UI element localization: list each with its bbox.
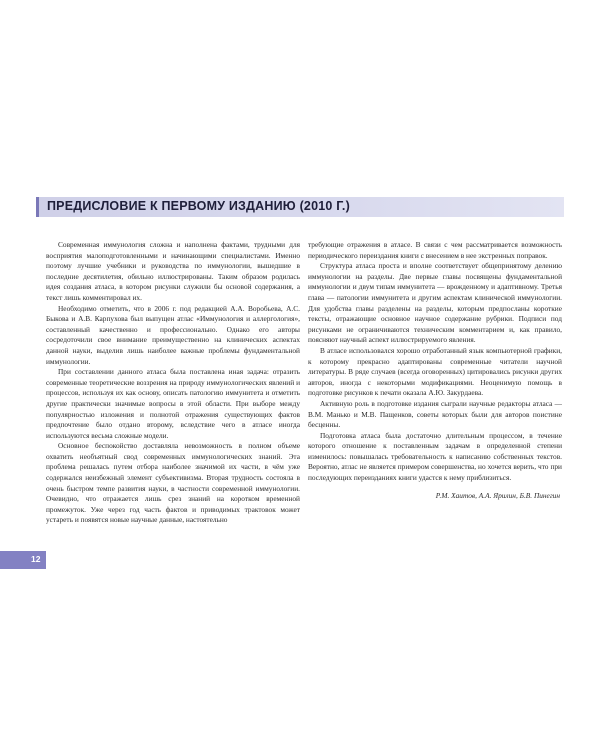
paragraph: Структура атласа проста и вполне соответствует общепринятому делению иммунологии на разделы. Две первые главы посвящены фундаментальной иммунологии и двум типам иммунитета — врожденному и адаптивному. Третья глава — патологии иммунитета и другим аспектам клинической иммунологии. Для удобства главы разделены на разделы, которым предпосланы короткие тексты, отражающие основное научное содержание рубрики. Подписи под рисунками не ограничиваются техническим комментарием и, как правило, поясняют научный аспект иллюстрируемого явления. [308,261,562,345]
section-header [36,197,564,217]
left-column [46,240,300,526]
page-number-tab [0,551,46,569]
author-signature: Р.М. Хаитов, А.А. Ярилин, Б.В. Пинегин [435,490,560,500]
section-title: ПРЕДИСЛОВИЕ К ПЕРВОМУ ИЗДАНИЮ (2010 Г.) [47,199,350,213]
paragraph: требующие отражения в атласе. В связи с чем рассматривается возможность периодического переиздания книги с внесением в нее экстренных поправок. [308,240,562,260]
paragraph: В атласе использовался хорошо отработанный язык компьютерной графики, к которому прекрасно адаптированы современные читатели научной литературы. В ряде случаев (всегда оговоренных) цитировались рисунки других авторов, иногда с некоторыми модификациями. Неоценимую помощь в подготовке рисунков к печати оказала А.Ю. Закурдаева. [308,345,562,398]
right-column [308,240,562,501]
paragraph: Современная иммунология сложна и наполнена фактами, трудными для восприятия малоподготовленными и начинающими специалистами. Именно поэтому лучшие учебники и руководства по иммунологии, вышедшие в последние десятилетия, обильно иллюстрированы. Таким образом родилась идея создания атласа, в котором рисунки служили бы основой содержания, а текст лишь комментировал их. [46,240,300,302]
paragraph: Основное беспокойство доставляла невозможность в полном объеме охватить необъятный свод современных иммунологических знаний. Эта проблема решалась путем отбора наиболее значимой их части, в чём уже содержался неизбежный элемент субъективизма. Вторая трудность состояла в очень быстром темпе развития науки, в частности современной иммунологии. Очевидно, что отражается лишь срез знаний на коротком временной промежуток. Уже через год часть фактов и приводимых трактовок может устареть и появятся новые научные данные, настоятельно [46,441,300,525]
paragraph: При составлении данного атласа была поставлена иная задача: отразить современные теоретические воззрения на природу иммунологических явлений и процессов, используя их как основу, описать патологию иммунитета и отметить другие практически значимые вопросы в этой области. При выборе между популярностью изложения и полнотой отражения существующих фактов предпочтение было отдано второму, вследствие чего в атласе иногда используются весьма сложные модели. [46,367,300,440]
paragraph: Необходимо отметить, что в 2006 г. под редакцией А.А. Воробьева, А.С. Быкова и А.В. Карпухова был выпущен атлас «Иммунология и аллергология», составленный качественно и профессионально. Однако его авторы сосредоточили свое внимание преимущественно на клинических аспектах данной науки, выделив лишь наиболее важные проблемы фундаментальной иммунологии. [46,303,300,366]
page-number: 12 [31,554,41,564]
paragraph: Активную роль в подготовке издания сыграли научные редакторы атласа — В.М. Манько и М.В. Пащенков, советы которых были для авторов поистине бесценны. [308,398,562,430]
paragraph: Подготовка атласа была достаточно длительным процессом, в течение которого отношение к поставленным задачам в определенной степени изменилось: повышалась требовательность к написанию собственных текстов. Вероятно, атлас не является примером совершенства, но хочется верить, что при последующих переизданиях книги удастся к нему приблизиться. [308,430,562,483]
